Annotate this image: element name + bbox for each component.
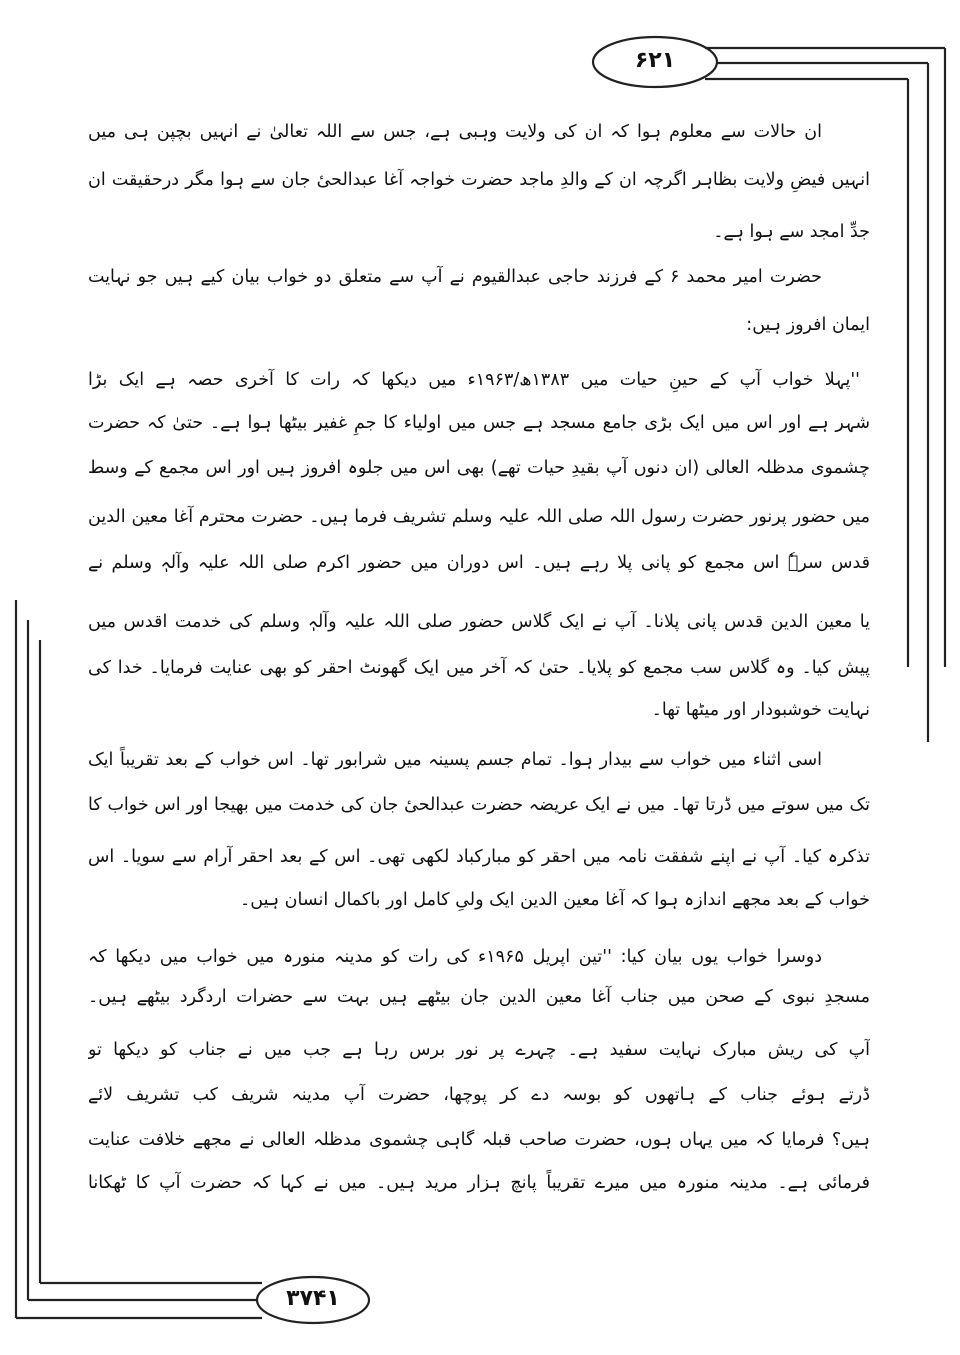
- top-page-number: ۶۲۱: [634, 48, 676, 73]
- text-line: میں حضور پرنور حضرت رسول اللہ صلی اللہ علیہ وسلم تشریف فرما ہیں۔ حضرت محترم آغا معین الدین: [88, 507, 870, 527]
- text-line: انہیں فیضِ ولایت بظاہر اگرچہ ان کے والدِ ماجد حضرت خواجہ آغا عبدالحیٔ جان سے ہوا مگر درحقیقت ان: [88, 170, 870, 190]
- text-line: ڈرتے ہوئے جناب کے ہاتھوں کو بوسہ دے کر پوچھا، حضرت آپ مدینہ شریف کب تشریف لائے: [88, 1085, 870, 1105]
- text-line: ان حالات سے معلوم ہوا کہ ان کی ولایت وہبی ہے، جس سے اللہ تعالیٰ نے انہیں بچپن ہی میں: [88, 122, 822, 142]
- text-line: ''پہلا خواب آپ کے حینِ حیات میں ۱۳۸۳ھ/۱۹۶۳ء میں دیکھا کہ رات کا آخری حصہ ہے ایک بڑا: [88, 370, 860, 390]
- text-line: تک میں سوتے میں ڈرتا تھا۔ میں نے ایک عریضہ حضرت عبدالحیٔ جان کی خدمت میں بھیجا اور اس خواب کا: [88, 795, 870, 815]
- text-line: یا معین الدین قدس پانی پلانا۔ آپ نے ایک گلاس حضور صلی اللہ علیہ وآلہٖ وسلم کی خدمت اقدس میں: [88, 612, 870, 632]
- text-line: نہایت خوشبودار اور میٹھا تھا۔: [651, 700, 870, 720]
- text-line: ایمان افروز ہیں:: [746, 315, 870, 335]
- text-line: آپ کی ریش مبارک نہایت سفید ہے۔ چہرے پر نور برس رہا ہے جب میں نے جناب کو دیکھا تو: [88, 1040, 870, 1060]
- text-line: قدس سرہٗ اس مجمع کو پانی پلا رہے ہیں۔ اس دوران میں حضور اکرم صلی اللہ علیہ وآلہٖ وسلم نے: [88, 553, 870, 573]
- bottom-page-number: ۳۷۴۱: [286, 1286, 340, 1311]
- text-line: اسی اثناء میں خواب سے بیدار ہوا۔ تمام جسم پسینہ میں شرابور تھا۔ اس خواب کے بعد تقریباً ایک: [88, 750, 822, 770]
- text-line: حضرت امیر محمد ۶ کے فرزند حاجی عبدالقیوم نے آپ سے متعلق دو خواب بیان کیے ہیں جو نہایت: [88, 267, 822, 287]
- text-line: پیش کیا۔ وہ گلاس سب مجمع کو پلایا۔ حتیٰ کہ آخر میں ایک گھونٹ احقر کو بھی عنایت فرمایا۔ خدا کی: [88, 658, 870, 678]
- text-line: تذکرہ کیا۔ آپ نے اپنے شفقت نامہ میں احقر کو مبارکباد لکھی تھی۔ اس کے بعد احقر آرام سے سویا۔ اس: [88, 847, 870, 867]
- text-line: مسجدِ نبوی کے صحن میں جناب آغا معین الدین جان بیٹھے ہیں بہت سے حضرات اردگرد بیٹھے ہیں۔: [88, 987, 870, 1007]
- text-line: چشموی مدظلہ العالی (ان دنوں آپ بقیدِ حیات تھے) بھی اس میں جلوہ افروز ہیں اور اس مجمع کے وسط: [88, 458, 870, 478]
- text-line: فرمائی ہے۔ مدینہ منورہ میں میرے تقریباً پانچ ہزار مرید ہیں۔ میں نے کہا کہ حضرت آپ کا ٹھکانا: [88, 1173, 870, 1193]
- text-line: شہر ہے اور اس میں ایک بڑی جامع مسجد ہے جس میں اولیاء کا جمِ غفیر بیٹھا ہوا ہے۔ حتیٰ کہ حضرت: [88, 413, 870, 433]
- text-line: دوسرا خواب یوں بیان کیا: ''تین اپریل ۱۹۶۵ء کی رات کو مدینہ منورہ میں خواب میں دیکھا کہ: [88, 947, 822, 967]
- text-line: ہیں؟ فرمایا کہ میں یہاں ہوں، حضرت صاحب قبلہ گاہی چشموی مدظلہ العالی نے مجھے خلافت عنایت: [88, 1130, 870, 1150]
- text-line: خواب کے بعد مجھے اندازہ ہوا کہ آغا معین الدین ایک ولیِ کامل اور باکمال انسان ہیں۔: [240, 890, 870, 910]
- text-line: جدِّ امجد سے ہوا ہے۔: [713, 222, 870, 242]
